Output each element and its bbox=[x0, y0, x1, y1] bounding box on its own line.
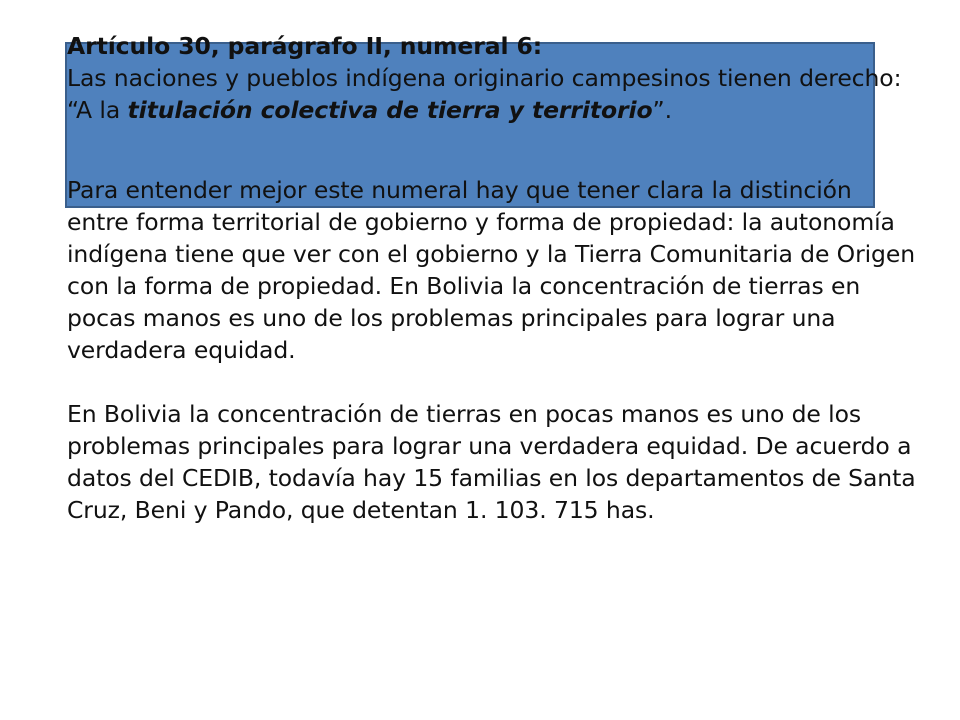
quote-close: ”. bbox=[652, 96, 672, 124]
spacer bbox=[67, 126, 917, 174]
article-quote bbox=[67, 94, 917, 126]
body-paragraph-2: En Bolivia la concentración de tierras en pocas manos es uno de los problemas principales para lograr una verdadera equidad. De acuerdo a datos del CEDIB, todavía hay 15 familias en los departamentos de Santa Cruz, Beni y Pando, que detentan 1. 103. 715 has. bbox=[67, 400, 916, 524]
slide-text bbox=[67, 30, 917, 526]
spacer bbox=[67, 366, 917, 398]
quote-open: “A la bbox=[67, 96, 128, 124]
quote-emphasis: titulación colectiva de tierra y territorio bbox=[127, 96, 653, 124]
body-paragraph-1: Para entender mejor este numeral hay que tener clara la distinción entre forma territorial de gobierno y forma de propiedad: la autonomía indígena tiene que ver con el gobierno y la Tierra Comunitaria de Origen con la forma de propiedad. En Bolivia la concentración de tierras en pocas manos es uno de los problemas principales para lograr una verdadera equidad. bbox=[67, 176, 916, 364]
article-intro: Las naciones y pueblos indígena originario campesinos tienen derecho: bbox=[67, 64, 902, 92]
article-heading: Artículo 30, parágrafo II, numeral 6: bbox=[67, 32, 543, 60]
